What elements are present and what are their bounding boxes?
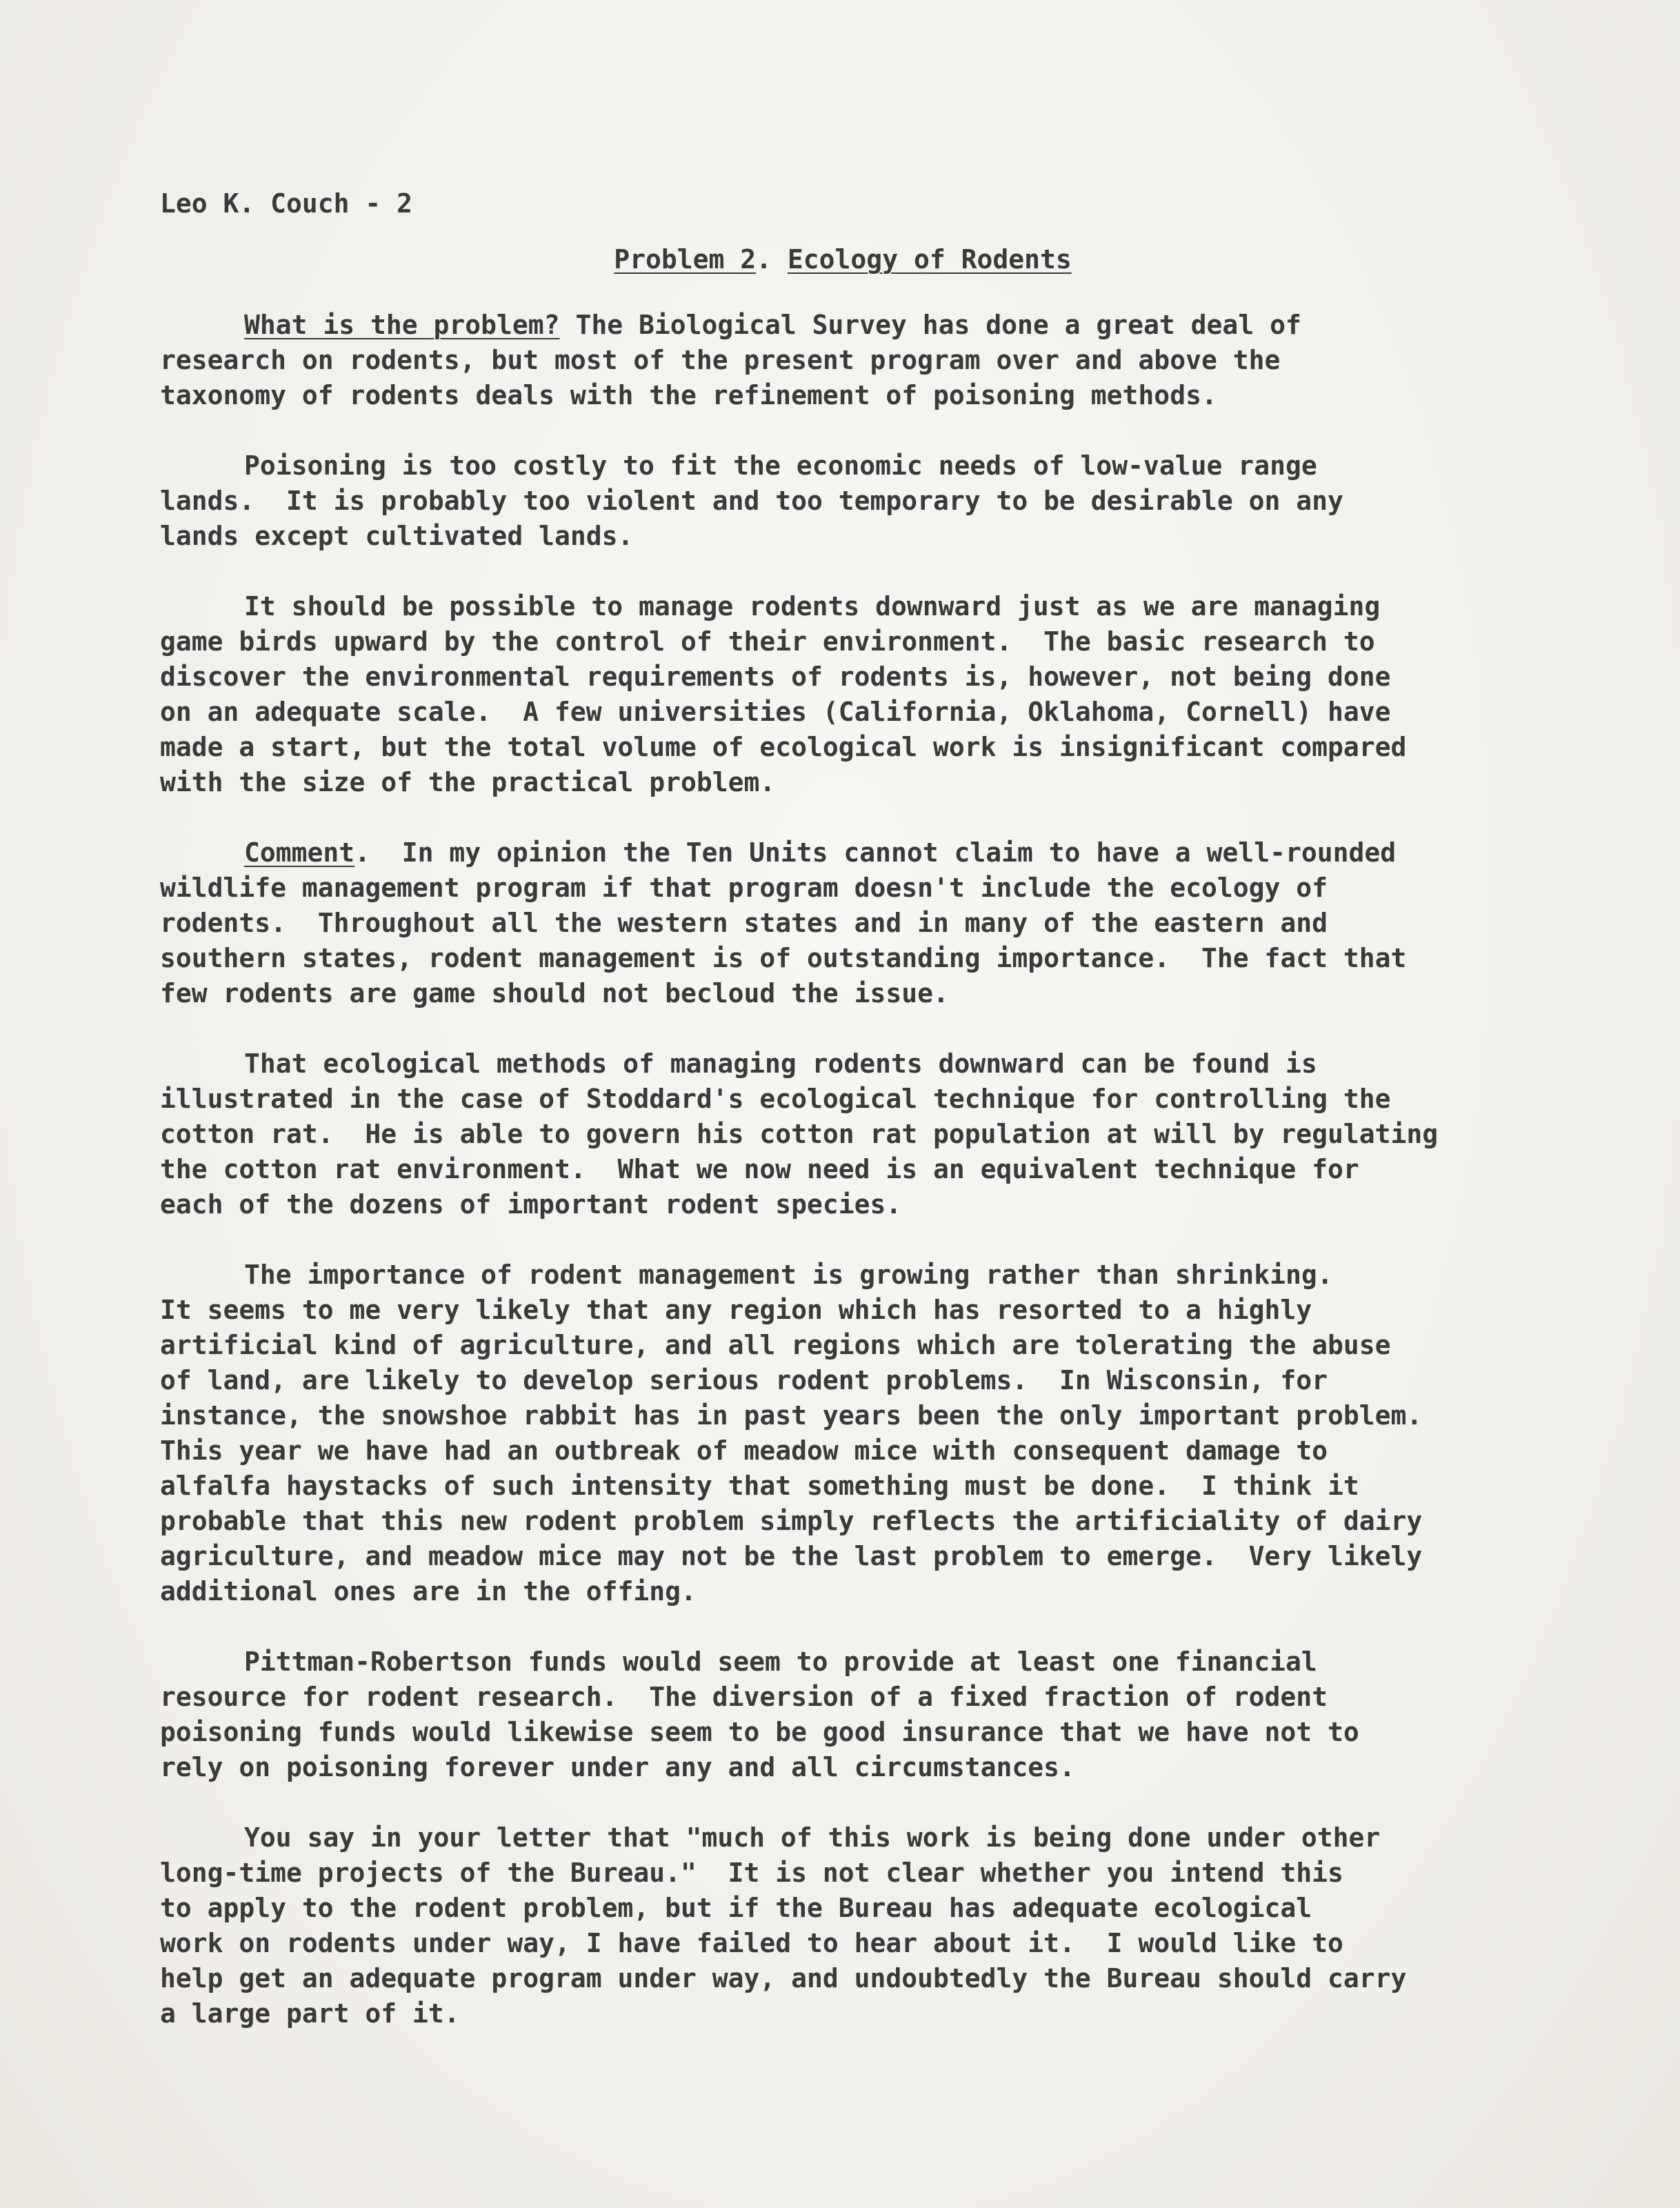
- text-line: [160, 730, 1567, 765]
- line-text: poisoning funds would likewise seem to be good insurance that we have not to: [160, 1717, 1359, 1747]
- text-line: [160, 906, 1567, 941]
- line-text: alfalfa haystacks of such intensity that something must be done. I think it: [160, 1471, 1359, 1501]
- text-line: [160, 308, 1567, 343]
- title-topic: Ecology of Rodents: [787, 244, 1072, 275]
- line-text: on an adequate scale. A few universities (California, Oklahoma, Cornell) have: [160, 697, 1391, 727]
- line-text: cotton rat. He is able to govern his cotton rat population at will by regulating: [160, 1119, 1439, 1149]
- title-separator: .: [756, 244, 788, 275]
- line-text: It should be possible to manage rodents downward just as we are managing: [244, 591, 1381, 621]
- text-line: [160, 1680, 1567, 1715]
- paragraph: [160, 308, 1567, 413]
- text-line: [160, 1152, 1567, 1187]
- text-line: [160, 1187, 1567, 1222]
- line-text: lands except cultivated lands.: [160, 521, 634, 551]
- line-text: artificial kind of agriculture, and all regions which are tolerating the abuse: [160, 1330, 1391, 1360]
- line-text: research on rodents, but most of the present program over and above the: [160, 345, 1281, 375]
- paragraph: [160, 1820, 1567, 2031]
- paragraph-lead: What is the problem?: [244, 310, 560, 340]
- line-text: long-time projects of the Bureau." It is not clear whether you intend this: [160, 1858, 1343, 1888]
- line-text: southern states, rodent management is of outstanding importance. The fact that: [160, 943, 1407, 973]
- line-text: Poisoning is too costly to fit the economic needs of low-value range: [244, 450, 1317, 481]
- text-line: [160, 1293, 1567, 1328]
- line-text: This year we have had an outbreak of meadow mice with consequent damage to: [160, 1435, 1328, 1466]
- paragraph-lead: Comment: [244, 837, 355, 868]
- line-text: The Biological Survey has done a great deal of: [559, 310, 1301, 340]
- text-line: [160, 1046, 1567, 1082]
- text-line: [160, 1891, 1567, 1926]
- text-line: [160, 1926, 1567, 1961]
- text-line: [160, 519, 1567, 554]
- text-line: [160, 1117, 1567, 1152]
- paragraph: [160, 1257, 1567, 1609]
- text-line: [160, 343, 1567, 378]
- text-line: [160, 1082, 1567, 1117]
- line-text: probable that this new rodent problem simply reflects the artificiality of dairy: [160, 1506, 1423, 1536]
- text-line: [160, 484, 1567, 519]
- text-line: [160, 1750, 1567, 1785]
- line-text: That ecological methods of managing rodents downward can be found is: [244, 1048, 1317, 1079]
- line-text: game birds upward by the control of their environment. The basic research to: [160, 626, 1375, 657]
- line-text: taxonomy of rodents deals with the refinement of poisoning methods.: [160, 380, 1217, 410]
- title-problem-number: Problem 2: [614, 244, 757, 275]
- text-line: [160, 1820, 1567, 1856]
- line-text: The importance of rodent management is growing rather than shrinking.: [244, 1260, 1333, 1290]
- text-line: [160, 659, 1567, 695]
- line-text: help get an adequate program under way, and undoubtedly the Bureau should carry: [160, 1963, 1407, 1993]
- paragraph: [160, 589, 1567, 800]
- line-text: each of the dozens of important rodent species.: [160, 1189, 902, 1220]
- text-line: [160, 1257, 1567, 1293]
- text-line: [160, 695, 1567, 730]
- line-text: agriculture, and meadow mice may not be the last problem to emerge. Very likely: [160, 1541, 1423, 1571]
- line-text: a large part of it.: [160, 1998, 460, 2029]
- text-line: [160, 1961, 1567, 1996]
- text-line: [160, 1574, 1567, 1609]
- text-line: [160, 1433, 1567, 1469]
- text-line: [160, 624, 1567, 659]
- text-line: [160, 1996, 1567, 2031]
- text-line: [160, 1539, 1567, 1574]
- paragraph: [160, 835, 1567, 1011]
- text-line: [160, 765, 1567, 800]
- text-line: [160, 941, 1567, 976]
- text-line: [160, 1715, 1567, 1750]
- text-line: [160, 589, 1567, 624]
- line-text: resource for rodent research. The diversion of a fixed fraction of rodent: [160, 1682, 1328, 1712]
- paragraph: [160, 1644, 1567, 1785]
- paragraph: [160, 448, 1567, 554]
- line-text: with the size of the practical problem.: [160, 767, 776, 797]
- line-text: lands. It is probably too violent and too temporary to be desirable on any: [160, 486, 1343, 516]
- text-line: [160, 1328, 1567, 1363]
- line-text: It seems to me very likely that any region which has resorted to a highly: [160, 1295, 1312, 1325]
- letter-body: [160, 308, 1567, 2031]
- text-line: [160, 1644, 1567, 1680]
- paragraph: [160, 1046, 1567, 1222]
- section-title: [160, 242, 1567, 277]
- line-text: additional ones are in the offing.: [160, 1576, 697, 1607]
- line-text: rely on poisoning forever under any and all circumstances.: [160, 1752, 1075, 1782]
- line-text: to apply to the rodent problem, but if the Bureau has adequate ecological: [160, 1893, 1312, 1923]
- line-text: few rodents are game should not becloud the issue.: [160, 978, 949, 1008]
- text-line: [160, 1504, 1567, 1539]
- text-line: [160, 1363, 1567, 1398]
- text-line: [160, 835, 1567, 871]
- line-text: of land, are likely to develop serious rodent problems. In Wisconsin, for: [160, 1365, 1328, 1395]
- line-text: . In my opinion the Ten Units cannot claim to have a well-rounded: [354, 837, 1397, 868]
- line-text: the cotton rat environment. What we now need is an equivalent technique for: [160, 1154, 1359, 1184]
- line-text: instance, the snowshoe rabbit has in past years been the only important problem.: [160, 1400, 1423, 1431]
- line-text: rodents. Throughout all the western states and in many of the eastern and: [160, 908, 1328, 938]
- text-line: [160, 448, 1567, 484]
- page-header: Leo K. Couch - 2: [160, 188, 413, 219]
- text-line: [160, 1469, 1567, 1504]
- line-text: illustrated in the case of Stoddard's ecological technique for controlling the: [160, 1084, 1391, 1114]
- line-text: made a start, but the total volume of ecological work is insignificant compared: [160, 732, 1407, 762]
- line-text: discover the environmental requirements of rodents is, however, not being done: [160, 662, 1391, 692]
- text-line: [160, 976, 1567, 1011]
- typed-letter-page: [160, 186, 1567, 2067]
- text-line: [160, 378, 1567, 413]
- line-text: Pittman-Robertson funds would seem to provide at least one financial: [244, 1647, 1317, 1677]
- line-text: wildlife management program if that program doesn't include the ecology of: [160, 873, 1328, 903]
- line-text: work on rodents under way, I have failed to hear about it. I would like to: [160, 1928, 1343, 1958]
- text-line: [160, 871, 1567, 906]
- line-text: You say in your letter that "much of this work is being done under other: [244, 1822, 1381, 1853]
- text-line: [160, 1856, 1567, 1891]
- text-line: [160, 1398, 1567, 1433]
